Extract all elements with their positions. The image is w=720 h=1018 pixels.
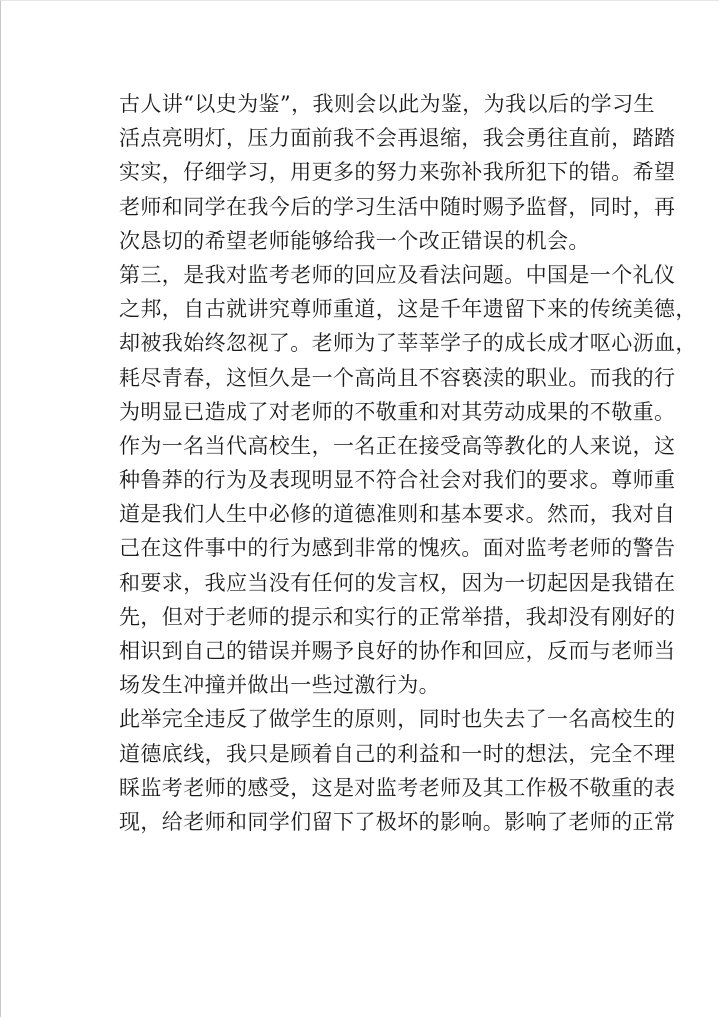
document-body xyxy=(119,87,697,839)
text-line: 和要求，我应当没有任何的发言权，因为一切起因是我错在 xyxy=(119,570,676,595)
text-line: 相识到自己的错误并赐予良好的协作和回应，反而与老师当 xyxy=(119,639,676,663)
text-line: 为明显已造成了对老师的不敬重和对其劳动成果的不敬重。 xyxy=(119,399,676,424)
text-line: 实实，仔细学习，用更多的努力来弥补我所犯下的错。希望 xyxy=(119,160,676,185)
text-line: 己在这件事中的行为感到非常的愧疚。面对监考老师的警告 xyxy=(119,536,676,561)
text-line: 场发生冲撞并做出一些过激行为。 xyxy=(119,673,440,698)
text-line: 古人讲“以史为鉴”，我则会以此为鉴，为我以后的学习生 xyxy=(119,92,655,116)
text-line: 却被我始终忽视了。老师为了莘莘学子的成长成才呕心沥血， xyxy=(119,331,697,356)
text-line: 作为一名当代高校生，一名正在接受高等教化的人来说，这 xyxy=(119,433,676,458)
text-line: 第三，是我对监考老师的回应及看法问题。中国是一个礼仪 xyxy=(119,262,676,287)
text-line: 现，给老师和同学们留下了极坏的影响。影响了老师的正常 xyxy=(119,809,676,834)
text-line: 道是我们人生中必修的道德准则和基本要求。然而，我对自 xyxy=(119,502,676,527)
text-line: 次恳切的希望老师能够给我一个改正错误的机会。 xyxy=(119,228,590,253)
text-line: 之邦，自古就讲究尊师重道，这是千年遗留下来的传统美德， xyxy=(119,297,697,322)
text-line: 睬监考老师的感受，这是对监考老师及其工作极不敬重的表 xyxy=(119,775,676,800)
text-line: 活点亮明灯，压力面前我不会再退缩，我会勇往直前，踏踏 xyxy=(119,126,676,151)
text-line: 先，但对于老师的提示和实行的正常举措，我却没有刚好的 xyxy=(119,604,676,629)
text-line: 老师和同学在我今后的学习生活中随时赐予监督，同时，再 xyxy=(119,194,676,219)
text-line: 此举完全违反了做学生的原则，同时也失去了一名高校生的 xyxy=(119,707,676,732)
text-line: 道德底线，我只是顾着自己的利益和一时的想法，完全不理 xyxy=(119,741,676,766)
text-line: 种鲁莽的行为及表现明显不符合社会对我们的要求。尊师重 xyxy=(119,468,676,493)
text-line: 耗尽青春，这恒久是一个高尚且不容亵渎的职业。而我的行 xyxy=(119,365,676,390)
